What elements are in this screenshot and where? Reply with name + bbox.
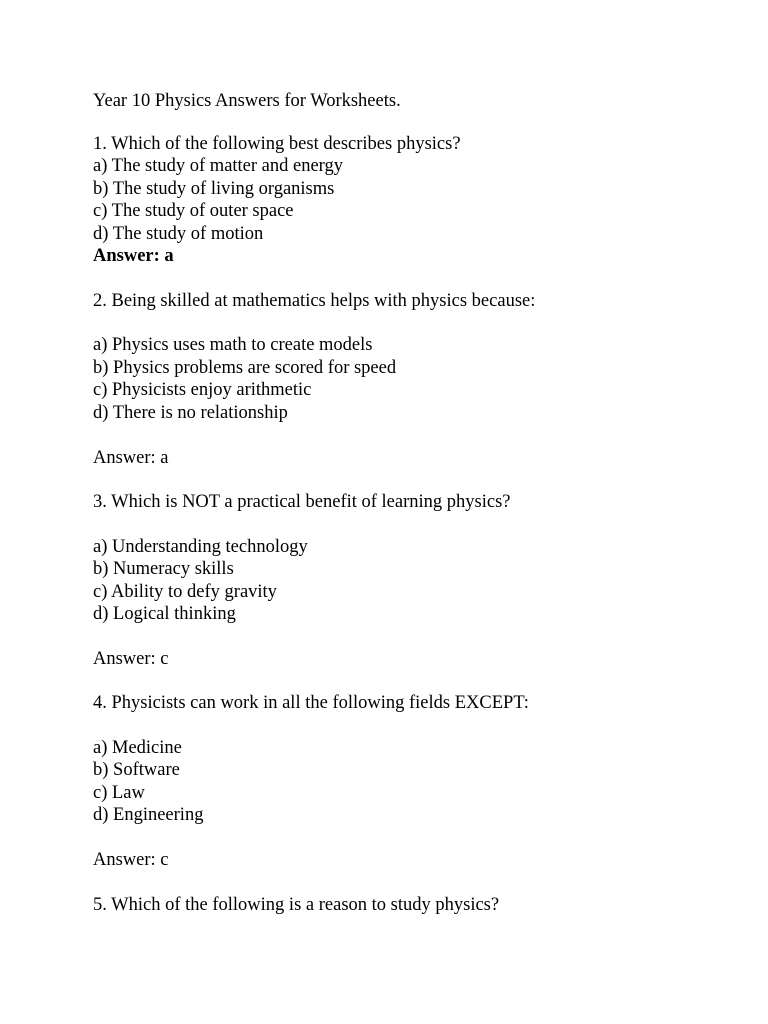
question-4-answer: Answer: c (93, 850, 169, 870)
question-2-option-b: b) Physics problems are scored for speed (93, 358, 397, 378)
question-3-option-d: d) Logical thinking (93, 604, 236, 624)
question-1-option-b: b) The study of living organisms (93, 179, 335, 199)
document-title: Year 10 Physics Answers for Worksheets. (93, 91, 401, 111)
question-3-answer: Answer: c (93, 649, 169, 669)
question-2-option-c: c) Physicists enjoy arithmetic (93, 380, 312, 400)
question-4-option-d: d) Engineering (93, 805, 204, 825)
question-3-option-c: c) Ability to defy gravity (93, 582, 277, 602)
question-4-option-b: b) Software (93, 760, 180, 780)
question-2-answer: Answer: a (93, 448, 169, 468)
question-2-text: 2. Being skilled at mathematics helps with physics because: (93, 291, 536, 311)
question-1-option-c: c) The study of outer space (93, 201, 294, 221)
question-1-option-d: d) The study of motion (93, 224, 264, 244)
question-3-option-a: a) Understanding technology (93, 537, 308, 557)
question-1-text: 1. Which of the following best describes physics? (93, 134, 461, 154)
question-2-option-d: d) There is no relationship (93, 403, 288, 423)
question-4-option-a: a) Medicine (93, 738, 182, 758)
question-4-text: 4. Physicists can work in all the following fields EXCEPT: (93, 693, 529, 713)
question-1-answer: Answer: a (93, 246, 174, 266)
question-4-option-c: c) Law (93, 783, 145, 803)
question-1-option-a: a) The study of matter and energy (93, 156, 344, 176)
question-5-text: 5. Which of the following is a reason to study physics? (93, 895, 500, 915)
question-3-option-b: b) Numeracy skills (93, 559, 234, 579)
question-2-option-a: a) Physics uses math to create models (93, 335, 373, 355)
question-3-text: 3. Which is NOT a practical benefit of learning physics? (93, 492, 511, 512)
